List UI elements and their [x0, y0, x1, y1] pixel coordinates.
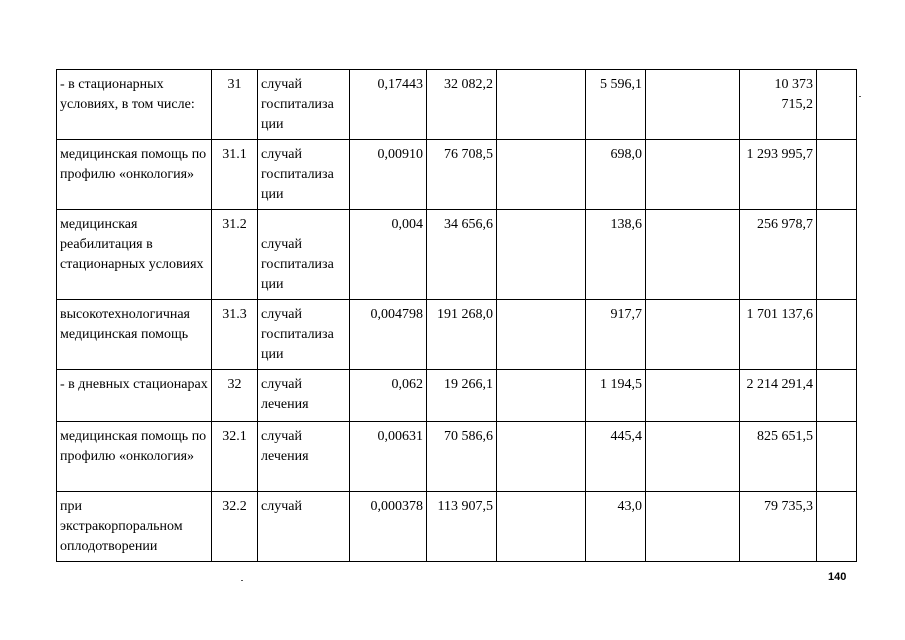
row-value-8	[646, 70, 740, 140]
row-value-9: 1 293 995,7	[740, 140, 817, 210]
row-value-4: 0,004	[350, 210, 427, 300]
row-code: 31.3	[212, 300, 258, 370]
row-value-10	[817, 210, 857, 300]
row-value-8	[646, 140, 740, 210]
row-name: медицинская реабилитация в стационарных условиях	[57, 210, 212, 300]
scan-speck	[859, 96, 861, 97]
scan-speck	[241, 580, 243, 581]
row-unit: случай лечения	[258, 422, 350, 492]
row-value-10	[817, 492, 857, 562]
tariff-table	[56, 69, 857, 562]
row-value-7: 5 596,1	[586, 70, 646, 140]
row-value-9: 256 978,7	[740, 210, 817, 300]
row-value-5: 76 708,5	[427, 140, 497, 210]
row-unit: случай	[258, 492, 350, 562]
table-row	[57, 70, 857, 140]
table-row	[57, 300, 857, 370]
row-code: 32.1	[212, 422, 258, 492]
row-value-6	[497, 70, 586, 140]
row-value-4: 0,00910	[350, 140, 427, 210]
row-value-10	[817, 370, 857, 422]
row-name: - в дневных стационарах	[57, 370, 212, 422]
row-value-9: 825 651,5	[740, 422, 817, 492]
row-value-6	[497, 210, 586, 300]
row-unit: случай госпитализа ции	[258, 140, 350, 210]
row-name: медицинская помощь по профилю «онкология»	[57, 140, 212, 210]
table-row	[57, 370, 857, 422]
row-value-10	[817, 70, 857, 140]
row-value-9: 10 373 715,2	[740, 70, 817, 140]
row-value-5: 32 082,2	[427, 70, 497, 140]
row-value-9: 79 735,3	[740, 492, 817, 562]
table-row	[57, 492, 857, 562]
row-value-7: 917,7	[586, 300, 646, 370]
row-value-6	[497, 140, 586, 210]
row-unit: случай госпитализа ции	[258, 70, 350, 140]
row-value-7: 43,0	[586, 492, 646, 562]
page-number: 140	[828, 571, 847, 583]
table-row	[57, 422, 857, 492]
row-value-9: 1 701 137,6	[740, 300, 817, 370]
row-code: 31.2	[212, 210, 258, 300]
row-value-6	[497, 492, 586, 562]
row-value-5: 113 907,5	[427, 492, 497, 562]
table-row	[57, 140, 857, 210]
row-value-4: 0,17443	[350, 70, 427, 140]
table-row	[57, 210, 857, 300]
row-value-8	[646, 210, 740, 300]
table-body	[57, 70, 857, 562]
row-value-10	[817, 140, 857, 210]
row-code: 31.1	[212, 140, 258, 210]
row-value-6	[497, 370, 586, 422]
row-unit: случай лечения	[258, 370, 350, 422]
row-name: - в стационарных условиях, в том числе:	[57, 70, 212, 140]
row-value-5: 34 656,6	[427, 210, 497, 300]
row-value-5: 19 266,1	[427, 370, 497, 422]
row-name: медицинская помощь по профилю «онкология»	[57, 422, 212, 492]
row-name: высокотехнологичная медицинская помощь	[57, 300, 212, 370]
row-code: 32	[212, 370, 258, 422]
row-value-7: 698,0	[586, 140, 646, 210]
row-unit: случай госпитализа ции	[258, 300, 350, 370]
row-name: при экстракорпоральном оплодотворении	[57, 492, 212, 562]
row-value-5: 70 586,6	[427, 422, 497, 492]
row-value-4: 0,000378	[350, 492, 427, 562]
row-value-4: 0,004798	[350, 300, 427, 370]
row-value-8	[646, 422, 740, 492]
row-code: 32.2	[212, 492, 258, 562]
row-value-9: 2 214 291,4	[740, 370, 817, 422]
row-value-7: 445,4	[586, 422, 646, 492]
row-value-4: 0,062	[350, 370, 427, 422]
row-value-6	[497, 422, 586, 492]
row-unit: случай госпитализа ции	[258, 210, 350, 300]
row-value-7: 138,6	[586, 210, 646, 300]
row-value-8	[646, 300, 740, 370]
row-value-8	[646, 370, 740, 422]
row-value-8	[646, 492, 740, 562]
row-value-6	[497, 300, 586, 370]
row-code: 31	[212, 70, 258, 140]
row-value-7: 1 194,5	[586, 370, 646, 422]
row-value-4: 0,00631	[350, 422, 427, 492]
row-value-10	[817, 422, 857, 492]
row-value-10	[817, 300, 857, 370]
row-value-5: 191 268,0	[427, 300, 497, 370]
